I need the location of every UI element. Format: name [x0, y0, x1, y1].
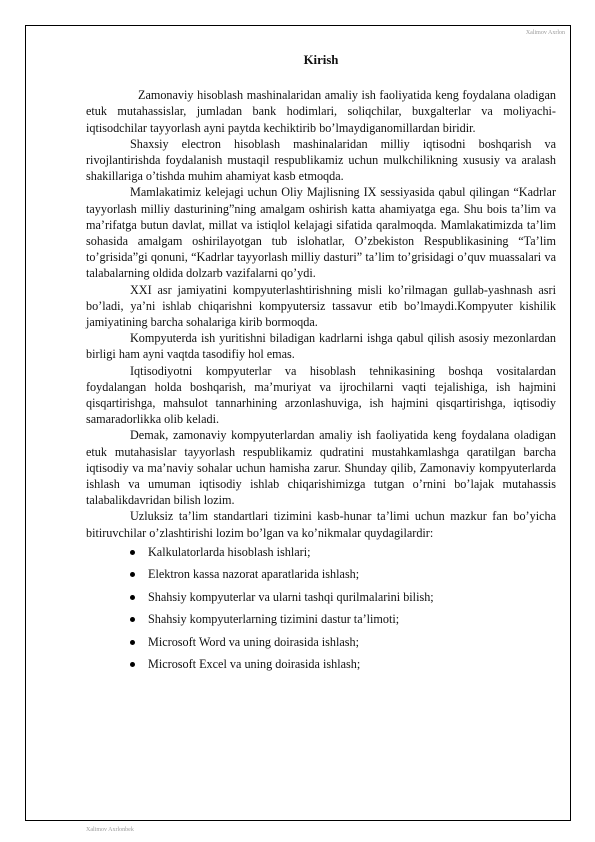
list-item-text: Shahsiy kompyuterlar va ularni tashqi qurilmalarini bilish;: [148, 589, 434, 604]
paragraph-1: Zamonaviy hisoblash mashinalaridan amaliy ish faoliyatida keng foydalana oladigan etuk mutahassislar, jumladan bank hodimlari, soliqchilar, buxgalterlar va moliyachi-iqtisodchilar tayyorlash ayni paytda kechiktirib bo’lmaydiganomillardan biridir.: [86, 88, 556, 135]
paragraph-3: Mamlakatimiz kelejagi uchun Oliy Majlisning IX sessiyasida qabul qilingan “Kadrlar tayyorlash milliy dasturining”ning amalgam oshirish katta ahamiyatga ega. Shu bois ta’lim va ma’rifatga butun davlat, millat va istiqlol kelajagi sifatida qaralmoqda. Mamlakatimizda ta’lim sohasida amalgam oshirilayotgan tub islohatlar, O’zbekiston Respublikasining “Ta’lim to’grisida”gi qonuni, “Kadrlar tayyorlash milliy dasturi” ta’lim to’grisidagi o’quv muassalari va talabalarning oldida dolzarb vazifalarni qo’ydi.: [86, 185, 556, 281]
bullet-icon: [130, 550, 135, 555]
list-item: [86, 657, 556, 671]
list-item: [86, 567, 556, 581]
bullet-icon: [130, 662, 135, 667]
paragraph-8: Uzluksiz ta’lim standartlari tizimini kasb-hunar ta’limi uchun mazkur fan bo’yicha bitiruvchilar o’zlashtirishi lozim bo’lgan va ko’nikmalar quydagilardir:: [86, 509, 556, 540]
paragraph-7: Demak, zamonaviy kompyuterlardan amaliy ish faoliyatida keng foydalana oladigan etuk mutahasislar tayyorlash respublikamiz qudratini mustahkamlashga qaratilgan barcha iqtisodiy va ma’naviy sohalar uchun hamisha zarur. Shunday qilib, Zamonaviy kompyuterlarda ishlash va umuman iqtisodiy ishlab chiqarishimizga tutgan o’rnini bo’lajak mutahassis talabalikdavridan bilish lozim.: [86, 428, 556, 508]
list-item: [86, 635, 556, 649]
list-item: [86, 612, 556, 626]
document-body: [86, 52, 556, 671]
bullet-icon: [130, 617, 135, 622]
list-item: [86, 545, 556, 559]
list-item-text: Microsoft Word va uning doirasida ishlash;: [148, 634, 360, 649]
bullet-icon: [130, 572, 135, 577]
paragraph-4: XXI asr jamiyatini kompyuterlashtirishning misli ko’rilmagan gullab-yashnash asri bo’ladi, ya’ni ishlab chiqarishni kompyutersiz tassavur etib bo’lmaydi.Kompyuter kishilik jamiyatining barcha sohalariga kirib bormoqda.: [86, 282, 556, 330]
footer-author: Xalimov Axrlonbek: [86, 827, 134, 833]
skills-list: [86, 545, 556, 671]
list-item-text: Kalkulatorlarda hisoblash ishlari;: [148, 544, 311, 559]
paragraph-5: Kompyuterda ish yuritishni biladigan kadrlarni ishga qabul qilish asosiy mezonlardan birligi ham ayni vaqtda tasodifiy hol emas.: [86, 331, 556, 362]
list-item-text: Microsoft Excel va uning doirasida ishlash;: [148, 656, 361, 671]
page-title: Kirish: [303, 53, 339, 67]
bullet-icon: [130, 595, 135, 600]
list-item-text: Shahsiy kompyuterlarning tizimini dastur ta’limoti;: [148, 612, 400, 627]
list-item: [86, 590, 556, 604]
bullet-icon: [130, 640, 135, 645]
paragraph-6: Iqtisodiyotni kompyuterlar va hisoblash tehnikasining boshqa vositalardan foydalangan holda boshqarish, ma’muriyat va ijrochilarni vaqti tejalishiga, ish hajmini qisqartirishga, mahsulot tannarhining arzonlashuviga, ish hajmini qisqartirishga, iqtisodiy samaradorlikka olib keladi.: [86, 363, 556, 427]
list-item-text: Elektron kassa nazorat aparatlarida ishlash;: [148, 567, 360, 582]
paragraph-2: Shaxsiy electron hisoblash mashinalaridan milliy iqtisodni boshqarish va rivojlantirishda foydalanish mustaqil respublikamiz uchun mulkchilikning xususiy va aralash shakillariga o’tishda muhim ahamiyat kasb etmoqda.: [86, 136, 556, 184]
header-author: Xalimov Axrlon: [525, 30, 565, 36]
